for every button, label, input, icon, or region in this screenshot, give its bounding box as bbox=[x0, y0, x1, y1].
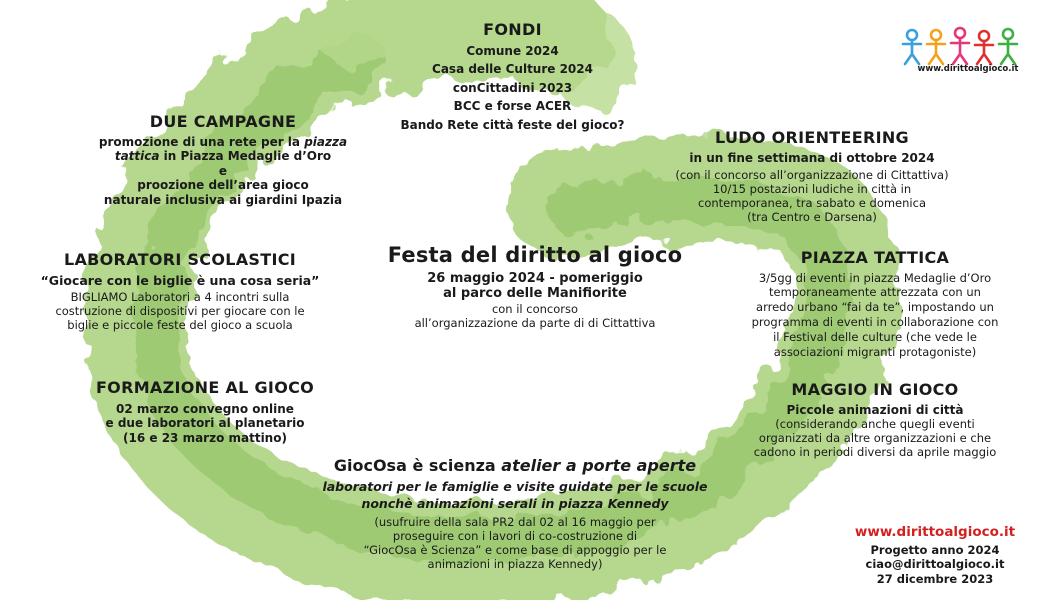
giocosa-line: nonchè animazioni serali in piazza Kennedy bbox=[361, 495, 669, 511]
footer-date: 27 dicembre 2023 bbox=[876, 571, 994, 586]
maggio-subtitle: Piccole animazioni di città bbox=[786, 402, 964, 417]
piazza-line: 3/5gg di eventi in piazza Medaglie d’Oro bbox=[758, 270, 992, 285]
maggio-title: MAGGIO IN GIOCO bbox=[791, 380, 959, 399]
laboratori-line: BIGLIAMO Laboratori a 4 incontri sulla bbox=[70, 289, 290, 304]
piazza-line: il Festival delle culture (che vede le bbox=[773, 330, 977, 345]
maggio-section bbox=[725, 380, 1025, 459]
fondi-line: conCittadini 2023 bbox=[452, 80, 573, 95]
piazza-line: arredo urbano “fai da te”, impostando un bbox=[756, 300, 994, 315]
fondi-line: Bando Rete città feste del gioco? bbox=[400, 117, 625, 132]
fondi-line: Casa delle Culture 2024 bbox=[432, 62, 593, 77]
footer-line: Progetto anno 2024 bbox=[870, 542, 1000, 557]
ludo-line: 10/15 postazioni ludiche in città in bbox=[712, 182, 912, 197]
campagne-line: naturale inclusiva ai giardini Ipazia bbox=[103, 193, 343, 208]
giocosa-title: GiocOsa è scienza atelier a porte aperte bbox=[333, 456, 697, 475]
giocosa-note: proseguire con i lavori di co-costruzione di bbox=[392, 529, 638, 544]
formazione-line: (16 e 23 marzo mattino) bbox=[123, 430, 287, 445]
festa-title: Festa del diritto al gioco bbox=[387, 243, 683, 267]
logo-url: www.dirittoalgioco.it bbox=[917, 64, 1019, 74]
ludo-title: LUDO ORIENTEERING bbox=[715, 128, 909, 147]
footer-url[interactable]: www.dirittoalgioco.it bbox=[854, 524, 1016, 540]
ludo-subtitle: in un fine settimana di ottobre 2024 bbox=[689, 150, 935, 165]
fondi-line: BCC e forse ACER bbox=[453, 99, 572, 114]
giocosa-note: “GiocOsa è Scienza” e come base di appoggio per le bbox=[363, 543, 667, 558]
giocosa-section bbox=[290, 456, 740, 571]
due-campagne-title: DUE CAMPAGNE bbox=[149, 112, 297, 131]
maggio-line: (considerando anche quegli eventi bbox=[775, 417, 975, 432]
formazione-line: e due laboratori al planetario bbox=[105, 416, 305, 431]
ludo-line: contemporanea, tra sabato e domenica bbox=[698, 196, 926, 211]
festa-line: con il concorso bbox=[491, 302, 579, 317]
ludo-line: (con il concorso all’organizzazione di Cittattiva) bbox=[675, 168, 949, 183]
fondi-title: FONDI bbox=[483, 20, 542, 39]
laboratori-line: biglie e piccole feste del gioco a scuola bbox=[67, 317, 293, 332]
campagne-line: proozione dell’area gioco bbox=[137, 178, 309, 193]
campagne-line: tattica in Piazza Medaglie d’Oro bbox=[114, 149, 332, 164]
maggio-line: cadono in periodi diversi da aprile maggio bbox=[753, 445, 997, 460]
ludo-section bbox=[652, 128, 972, 224]
piazza-line: temporaneamente attrezzata con un bbox=[769, 285, 981, 300]
laboratori-section bbox=[30, 250, 330, 332]
due-campagne-section bbox=[78, 112, 368, 208]
piazza-line: programma di eventi in collaborazione con bbox=[751, 315, 999, 330]
fondi-section bbox=[380, 20, 645, 134]
giocosa-note: (usufruire della sala PR2 dal 02 al 16 maggio per bbox=[374, 515, 656, 530]
formazione-title: FORMAZIONE AL GIOCO bbox=[95, 378, 315, 397]
campagne-line: promozione di una rete per la piazza bbox=[98, 134, 348, 149]
piazza-line: associazioni migranti protagoniste) bbox=[773, 345, 977, 360]
formazione-line: 02 marzo convegno online bbox=[116, 401, 294, 416]
festa-line: all’organizzazione da parte di di Cittattiva bbox=[414, 316, 656, 331]
laboratori-line: costruzione di dispositivi per giocare con le bbox=[55, 303, 305, 318]
festa-section bbox=[370, 243, 700, 330]
footer bbox=[840, 524, 1030, 586]
piazza-section bbox=[725, 248, 1025, 360]
footer-email[interactable]: ciao@dirittoalgioco.it bbox=[865, 557, 1005, 572]
ludo-line: (tra Centro e Darsena) bbox=[747, 210, 877, 225]
campagne-line: e bbox=[218, 163, 228, 178]
giocosa-line: laboratori per le famiglie e visite guidate per le scuole bbox=[322, 478, 708, 494]
formazione-section bbox=[55, 378, 355, 445]
laboratori-title: LABORATORI SCOLASTICI bbox=[63, 250, 297, 269]
maggio-line: organizzati da altre organizzazioni e che bbox=[758, 431, 992, 446]
laboratori-subtitle: “Giocare con le biglie è una cosa seria” bbox=[40, 272, 320, 288]
festa-date: 26 maggio 2024 - pomeriggio bbox=[427, 270, 643, 286]
festa-place: al parco delle Manifiorite bbox=[443, 286, 627, 302]
fondi-line: Comune 2024 bbox=[466, 43, 559, 58]
giocosa-note: animazioni in piazza Kennedy) bbox=[427, 557, 603, 572]
piazza-title: PIAZZA TATTICA bbox=[800, 248, 950, 267]
